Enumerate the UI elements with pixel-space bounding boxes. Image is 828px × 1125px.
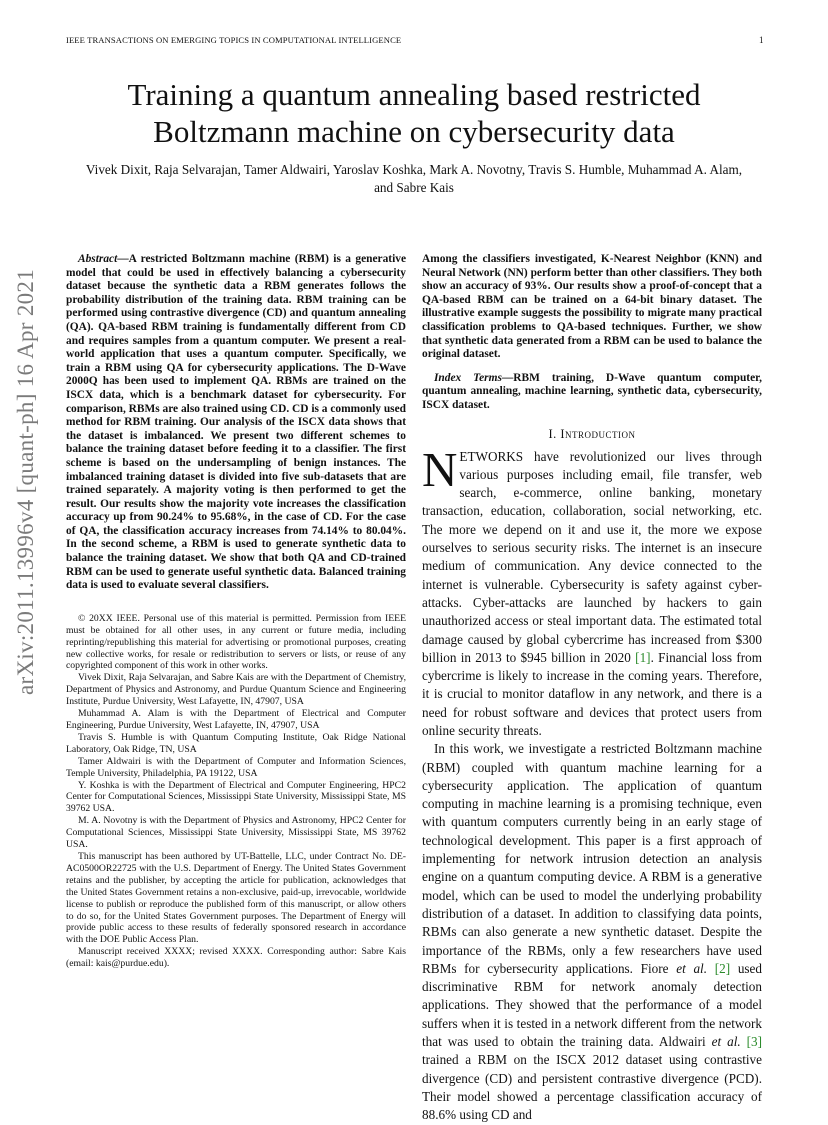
- intro-paragraph-1: NETWORKS have revolutionized our lives through various purposes including email, file transfer, web search, e-commerce, online banking, monetary transaction, education, collaboration, social networking, etc. The more we depend on it and use it, the more we expose ourselves to serious security risks. The internet is an insecure medium of communication. Any device connected to the internet is vulnerable. Cybersecurity is safety against cyber-attacks. Cyber-attacks are launched by hackers to gain unauthorized access or steal important data. The estimated total damage caused by global cybercrime has increased from $300 billion in 2013 to $945 billion in 2020 [ 1 ] . Financial loss from cybercrime is likely to increase in the coming years. Therefore, it is crucial to monitor dataflow in any network, and there is a need for robust software and devices that protect users from online security threats.: [422, 448, 762, 741]
- affiliation-note: Muhammad A. Alam is with the Department of Electrical and Computer Engineering, Purdue University, West Lafayette, IN, 47907, USA: [66, 708, 406, 731]
- abstract-text: —A restricted Boltzmann machine (RBM) is a generative model that could be used in effectively balancing a cybersecurity dataset because the synthetic data a RBM generates follows the probability distribution of the training data. RBM training can be performed using contrastive divergence (CD) and quantum annealing (QA). QA-based RBM training is fundamentally different from CD and requires samples from a quantum computer. We present a real-world application that uses a quantum computer. Specifically, we train a RBM using QA for cybersecurity applications. The D-Wave 2000Q has been used to implement QA. RBMs are trained on the ISCX data, which is a benchmark dataset for cybersecurity. For comparison, RBMs are also trained using CD. CD is a commonly used method for RBM training. Our analysis of the ISCX data shows that the dataset is imbalanced. We present two different schemes to balance the training dataset before feeding it to a classifier. The first scheme is based on the undersampling of benign instances. The imbalanced training dataset is divided into five sub-datasets that are trained separately. A majority voting is then performed to get the result. Our results show the majority vote increases the classification accuracy up from 90.24% to 95.68%, in the case of CD. For the case of QA, the classification accuracy increases from 74.14% to 80.04%. In the second scheme, a RBM is used to generate synthetic data to balance the training dataset. We show that both QA and CD-trained RBM can be used to generate useful synthetic data. Balanced training data is used to evaluate several classifiers.: [66, 253, 406, 592]
- affiliation-note: Travis S. Humble is with Quantum Computing Institute, Oak Ridge National Laboratory, Oak Ridge, TN, USA: [66, 731, 406, 755]
- page-number: 1: [759, 35, 764, 45]
- section-heading: [422, 427, 762, 442]
- drop-cap: N: [422, 441, 458, 497]
- affiliation-note: M. A. Novotny is with the Department of Physics and Astronomy, HPC2 Center for Computational Sciences, Mississippi State University, Mississippi State, MS 39762 USA.: [66, 815, 406, 851]
- section-title: Introduction: [560, 426, 636, 441]
- intro-paragraph-2: In this work, we investigate a restricted Boltzmann machine (RBM) coupled with quantum machine learning for a cybersecurity application. The application of quantum computing in machine learning is a promising technique, even with quantum computers currently being in an early stage of technological development. This paper is a first approach of implementing for network intrusion detection an analysis engine on a quantum computing device. A RBM is a generative model, which can be used to model the underlying probability distribution of a dataset. In addition to classifying data points, RBMs can also generate a new synthetic dataset. Despite the importance of the RBMs, only a few researchers have used RBMs for cybersecurity applications. Fiore et al. [ 2 ] used discriminative RBM for network anomaly detection applications. They showed that the performance of a model suffers when it is tested in a network different from the network that was used to obtain the training data. Aldwairi et al. [ 3 ] trained a RBM on the ISCX 2012 dataset using contrastive divergence (CD) and persistent contrastive divergence (PCD). Their model showed a percentage classification accuracy of 88.6% using CD and: [422, 740, 762, 1124]
- right-column: [422, 253, 762, 1125]
- section-number: I.: [548, 426, 557, 441]
- citation-link[interactable]: [ 1 ]: [635, 650, 650, 665]
- manuscript-note: Manuscript received XXXX; revised XXXX. Corresponding author: Sabre Kais (email: kais@purdue.edu).: [66, 946, 406, 970]
- lead-word: ETWORKS: [459, 448, 524, 464]
- index-terms-label: Index Terms: [434, 371, 502, 384]
- affiliation-note: Y. Koshka is with the Department of Electrical and Computer Engineering, HPC2 Center for Computational Sciences, Mississippi State University, Mississippi State, MS 39762 USA.: [66, 779, 406, 815]
- affiliation-note: Vivek Dixit, Raja Selvarajan, and Sabre Kais are with the Department of Chemistry, Department of Physics and Astronomy, and Purdue Quantum Science and Engineering Institute, Purdue University, West Lafayette, IN, 47907, USA: [66, 672, 406, 708]
- footnotes: [66, 613, 406, 970]
- citation-link[interactable]: [ 3 ]: [747, 1034, 762, 1049]
- funding-note: This manuscript has been authored by UT-Battelle, LLC, under Contract No. DE-AC0500OR22725 with the U.S. Department of Energy. The United States Government retains and the publisher, by accepting the article for publication, acknowledges that the United States Government retains a non-exclusive, paid-up, irrevocable, worldwide license to publish or reproduce the published form of this manuscript, or allow others to do so, for the United States Government purposes. The Department of Energy will provide public access to these results of federally sponsored research in accordance with the DOE Public Access Plan.: [66, 850, 406, 946]
- abstract-continued: Among the classifiers investigated, K-Nearest Neighbor (KNN) and Neural Network (NN) perform better than other classifiers. They both show an accuracy of 93%. Our results show a proof-of-concept that a QA-based RBM can be trained on a 64-bit binary dataset. The illustrative example suggests the possibility to migrate many practical classification problems to QA-based techniques. Further, we show that synthetic data generated from a RBM can be used to balance the original dataset.: [422, 253, 762, 361]
- paper-title: Training a quantum annealing based restricted Boltzmann machine on cybersecurity data: [127, 77, 701, 149]
- index-terms: [422, 372, 762, 413]
- arxiv-identifier: arXiv:2011.13996v4 [quant-ph] 16 Apr 2021: [13, 268, 38, 696]
- author-list: Vivek Dixit, Raja Selvarajan, Tamer Aldwairi, Yaroslav Koshka, Mark A. Novotny, Travis S. Humble, Muhammad A. Alam, and Sabre Kais: [85, 162, 743, 195]
- abstract-label: Abstract: [78, 253, 118, 265]
- affiliation-note: Tamer Aldwairi is with the Department of Computer and Information Sciences, Temple University, Philadelphia, PA 19122, USA: [66, 755, 406, 779]
- journal-header: IEEE TRANSACTIONS ON EMERGING TOPICS IN COMPUTATIONAL INTELLIGENCE: [66, 35, 402, 45]
- index-terms-text: —RBM training, D-Wave quantum computer, quantum annealing, machine learning, synthetic data, cybersecurity, ISCX dataset.: [422, 371, 762, 411]
- copyright-notice: © 20XX IEEE. Personal use of this material is permitted. Permission from IEEE must be obtained for all other uses, in any current or future media, including reprinting/republishing this material for advertising or promotional purposes, creating new collective works, for resale or redistribution to servers or lists, or reuse of any copyrighted component of this work in other works.: [66, 612, 406, 672]
- abstract: [66, 253, 406, 593]
- citation-link[interactable]: [ 2 ]: [715, 961, 730, 976]
- arxiv-stamp: [2, 268, 50, 696]
- left-column: [66, 253, 406, 970]
